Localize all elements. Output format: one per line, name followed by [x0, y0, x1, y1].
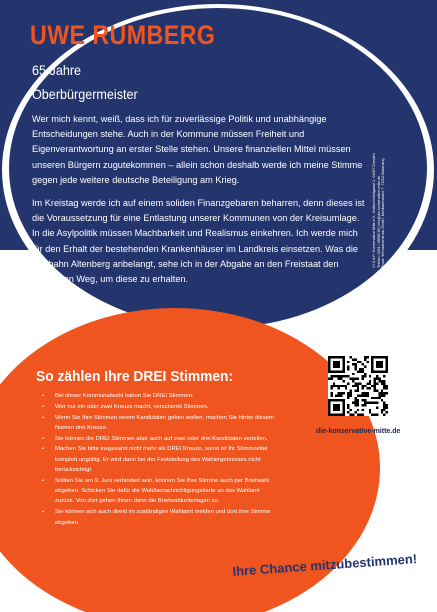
- imprint-vertical: [372, 83, 386, 268]
- statement-paragraph: Im Kreistag werde ich auf einem soliden Finanzgebaren beharren, denn dieses ist die Voraussetzung für eine Entlastung unserer Kommunen von der Kreisumlage. In die Asylpolitik müssen Machbarkeit und Realismus einkehren. Ich werde mich für den Erhalt der bestehenden Krankenhäuser im Landkreis einsetzen. Was die Bobbahn Altenberg anbelangt, sehe ich in der Abgabe an den Freistaat den sichersten Weg, um diese zu erhalten.: [32, 198, 365, 285]
- candidate-role: Oberbürgermeister: [32, 86, 138, 102]
- bullet-item: • Wenn Sie Ihre Stimmen einem Kandidaten geben wollen, machen Sie hinter diesem Namen drei Kreuze.: [40, 413, 276, 434]
- imprint-line: Druck: Wirmachendruck GmbH, Mühlbachstraße 7, 71522 Backnang: [381, 158, 386, 268]
- candidate-name: UWE RUMBERG: [30, 20, 216, 50]
- bullet-item: • Machen Sie bitte insgesamt nicht mehr als DREI Kreuze, sonst ist Ihr Stimmzettel komplett ungültig. Er wird dann bei der Feststellung des Wahlergebnisses nicht berücksichtigt.: [40, 444, 276, 475]
- qr-code-icon[interactable]: [328, 356, 388, 416]
- imprint-line: V.i.S.d.P.: Konservative Mitte e.V., Goldschmiedgasse 2, 01067 Dresden: [372, 153, 376, 268]
- bullet-item: • Sie können sich auch direkt im zuständigen Wahlamt melden und dort Ihre Stimme abgeben.: [40, 507, 276, 528]
- bullet-item: • Sollten Sie am 9. Juni verhindert sein, können Sie Ihre Stimme auch per Briefwahl abgeben. Schicken Sie dafür die Wahlbenachrichtigungskarte an das Wahlamt zurück. Von dort gehen Ihnen dann die Briefwahlunterlagen zu.: [40, 476, 276, 507]
- candidate-age: 65 Jahre: [32, 62, 82, 78]
- website-link[interactable]: die-konservative-mitte.de: [316, 428, 401, 435]
- bullet-item: • Wer nur ein oder zwei Kreuze macht, verschenkt Stimmen.: [40, 402, 276, 412]
- votes-heading: So zählen Ihre DREI Stimmen:: [36, 368, 234, 385]
- candidate-statement: [32, 112, 367, 295]
- bullet-item: • Sie können die DREI Stimmen aber auch auf zwei oder drei Kandidaten verteilen.: [40, 434, 276, 444]
- bullet-item: • Bei dieser Kommunalwahl haben Sie DREI Stimmen.: [40, 391, 276, 401]
- votes-bullet-list: [40, 391, 276, 528]
- slogan: Ihre Chance mitzubestimmen!: [232, 551, 418, 579]
- statement-paragraph: Wer mich kennt, weiß, dass ich für zuverlässige Politik und unabhängige Entscheidungen stehe. Auch in der Kommune müssen Freiheit und Eigenverantwortung an erster Stelle stehen. Unsere finanziellen Mittel müssen unseren Bürgern zugutekommen – allein schon deshalb werde ich meine Stimme gegen jede weitere deutsche Beteiligung am Krieg.: [32, 114, 363, 185]
- imprint-line: Telefon: 0351 / 26590 90 | info@die-konservative-mitte.de: [376, 175, 381, 268]
